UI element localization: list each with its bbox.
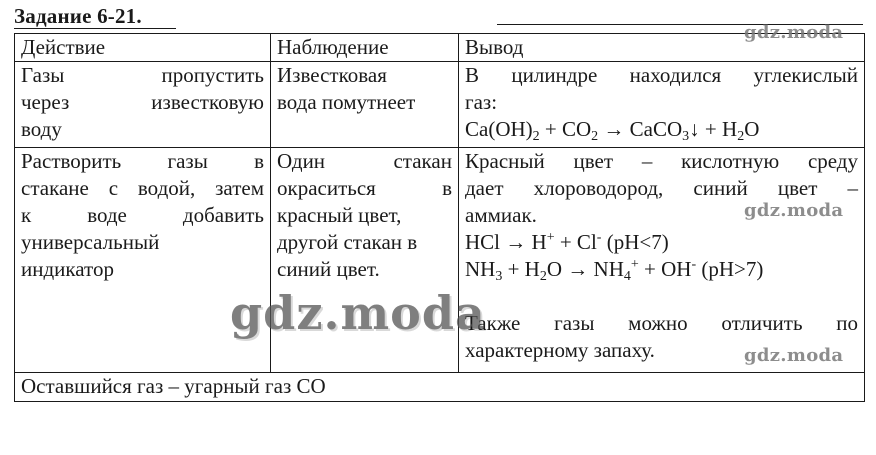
row1-action-line: через известковую [21, 90, 264, 114]
header-conclusion: Вывод [459, 34, 865, 62]
spacer [465, 283, 858, 310]
row2-observation-line: синий цвет. [277, 257, 380, 281]
table-row [15, 62, 865, 148]
row1-conclusion-line: В цилиндре находился углекислый [465, 63, 858, 87]
row2-conclusion-line: Красный цвет – кислотную среду [465, 149, 858, 173]
row2-action-line: стакане с водой, затем [21, 176, 264, 200]
row2-equation-hcl: HCl → H+ + Cl- (pH<7) [465, 230, 669, 254]
row1-action-line: Газы пропустить [21, 63, 264, 87]
row3-summary: Оставшийся газ – угарный газ CO [15, 373, 865, 402]
title-underline [14, 28, 176, 29]
watermark-large: gdz.moda [230, 286, 486, 340]
row1-conclusion [459, 62, 865, 148]
watermark-small: gdz.moda [744, 345, 844, 366]
row2-conclusion [459, 148, 865, 373]
header-action: Действие [15, 34, 271, 62]
row1-observation [271, 62, 459, 148]
row2-action-line: к воде добавить [21, 203, 264, 227]
table-row [15, 373, 865, 402]
row1-action [15, 62, 271, 148]
row2-observation-line: Один стакан [277, 149, 452, 173]
row2-action-line: Растворить газы в [21, 149, 264, 173]
row2-conclusion-line: характерному запаху. [465, 338, 655, 362]
row1-action-line: воду [21, 117, 62, 141]
row1-conclusion-line: газ: [465, 90, 498, 114]
task-table [14, 33, 865, 402]
watermark-small: gdz.moda [744, 22, 844, 43]
row1-observation-line: Известковая [277, 63, 387, 87]
row2-conclusion-line: Также газы можно отличить по [465, 311, 858, 335]
row2-action-line: универсальный [21, 230, 160, 254]
row2-conclusion-line: аммиак. [465, 203, 537, 227]
watermark-small: gdz.moda [744, 200, 844, 221]
table-header-row [15, 34, 865, 62]
row2-conclusion-line: дает хлороводород, синий цвет – [465, 176, 858, 200]
header-observation: Наблюдение [271, 34, 459, 62]
row1-observation-line: вода помутнеет [277, 90, 416, 114]
row2-equation-nh3: $NH_3 + H_2O \to NH_4^+ + OH^-$ (pH>7) [465, 257, 764, 284]
row2-observation-line: красный цвет, [277, 203, 402, 227]
row1-equation: $Ca(OH)_2 + CO_2$ → CaCO$_3$↓ + $H_2O$ [465, 117, 760, 144]
task-title: Задание 6-21. [14, 4, 142, 28]
row2-observation-line: окраситься в [277, 176, 452, 200]
row2-action-line: индикатор [21, 257, 114, 281]
row2-observation-line: другой стакан в [277, 230, 418, 254]
